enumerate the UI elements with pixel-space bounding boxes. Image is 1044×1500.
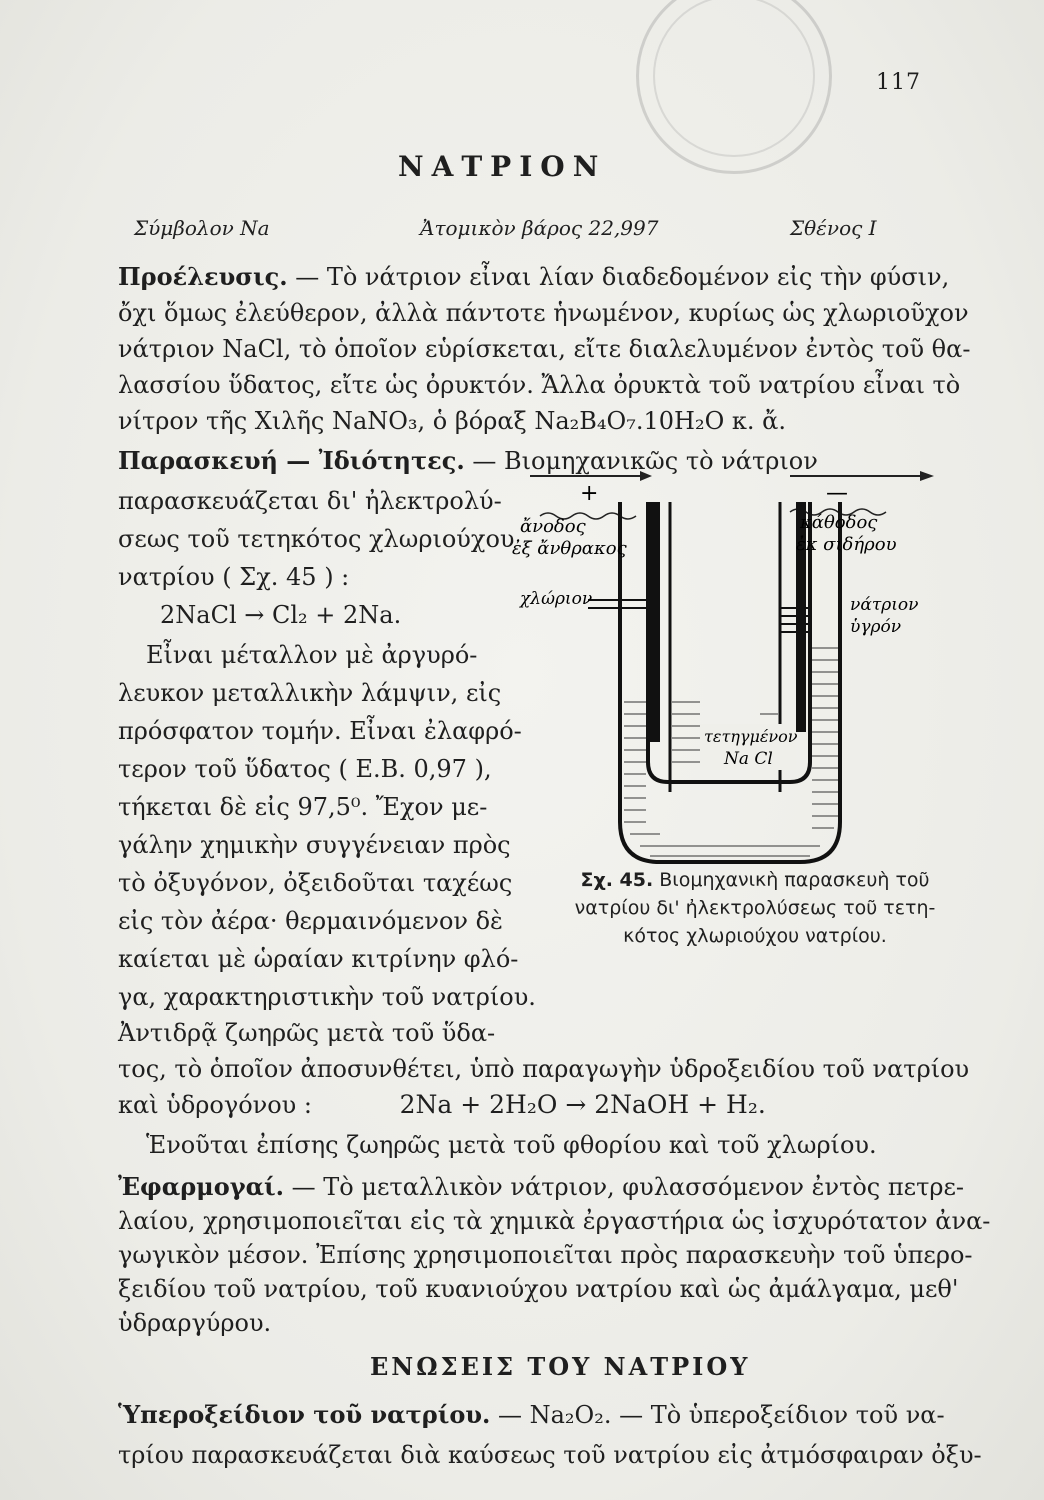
plus-sign: + xyxy=(580,481,599,506)
origin-line-4: λασσίου ὕδατος, εἴτε ὡς ὀρυκτόν. Ἄλλα ὀρυκτὰ τοῦ νατρίου εἶναι τὸ xyxy=(118,371,961,399)
electrolysis-diagram xyxy=(500,462,950,882)
applications-line: λαίου, χρησιμοποιεῖται εἰς τὰ χημικὰ ἐργαστήρια ὡς ἰσχυρότατον ἀνα- xyxy=(118,1207,991,1235)
prep-line: τὸ ὀξυγόνον, ὀξειδοῦται ταχέως xyxy=(118,869,513,897)
compounds-heading: ΕΝΩΣΕΙΣ ΤΟΥ ΝΑΤΡΙΟΥ xyxy=(370,1352,751,1381)
melt-label-1: τετηγμένον xyxy=(704,727,798,746)
prep-line: σεως τοῦ τετηκότος χλωριούχου xyxy=(118,525,515,553)
origin-heading: Προέλευσις. xyxy=(118,262,288,291)
prep-line: πρόσφατον τομήν. Εἶναι ἐλαφρό- xyxy=(118,717,522,745)
caption-line-2: νατρίου δι' ἠλεκτρολύσεως τοῦ τετη- xyxy=(574,897,936,919)
prep-line: Εἶναι μέταλλον μὲ ἀργυρό- xyxy=(146,641,478,669)
chlorine-label: χλώριον xyxy=(520,589,593,609)
peroxide-line-2: τρίου παρασκευάζεται διὰ καύσεως τοῦ νατρίου εἰς ἀτμόσφαιραν ὀξυ- xyxy=(118,1441,982,1469)
prep-hydrogen-text: καὶ ὑδρογόνου : xyxy=(118,1091,312,1119)
minus-sign: — xyxy=(826,481,848,506)
atomic-weight: Ἀτομικὸν βάρος 22,997 xyxy=(420,216,659,240)
peroxide-line-1 xyxy=(118,1400,948,1430)
peroxide-text-1: — Na₂O₂. — Τὸ ὑπεροξείδιον τοῦ να- xyxy=(497,1401,945,1429)
electrolysis-equation: 2NaCl → Cl₂ + 2Na. xyxy=(160,601,402,629)
figure-caption xyxy=(540,866,970,950)
applications-line: γωγικὸν μέσον. Ἐπίσης χρησιμοποιεῖται πρὸς παρασκευὴν τοῦ ὑπερο- xyxy=(118,1241,973,1269)
prep-line: γα, χαρακτηριστικὴν τοῦ νατρίου. xyxy=(118,983,536,1011)
anode-rod xyxy=(650,502,660,742)
origin-text-1: — Τὸ νάτριον εἶναι λίαν διαδεδομένον εἰς τὴν φύσιν, xyxy=(295,263,950,291)
caption-label: Σχ. 45. xyxy=(580,869,654,891)
caption-line-1 xyxy=(540,866,970,894)
prep-full-line xyxy=(118,1090,948,1120)
prep-line: γάλην χημικὴν συγγένειαν πρὸς xyxy=(118,831,511,859)
cathode-label-2: ἐκ σιδήρου xyxy=(796,534,897,555)
applications-line: ὑδραργύρου. xyxy=(118,1309,272,1337)
applications-line-1 xyxy=(118,1172,965,1202)
origin-line-2: ὄχι ὅμως ἐλεύθερον, ἀλλὰ πάντοτε ἡνωμένον, κυρίως ὡς χλωριοῦχον xyxy=(118,299,969,327)
valence: Σθένος I xyxy=(790,216,877,240)
origin-line-3: νάτριον NaCl, τὸ ὁποῖον εὑρίσκεται, εἴτε διαλελυμένον ἐντὸς τοῦ θα- xyxy=(118,335,971,363)
sodium-label-2: ὑγρόν xyxy=(850,617,902,637)
library-stamp xyxy=(636,0,832,174)
right-arrow-head xyxy=(920,471,934,481)
prep-line: εἰς τὸν ἀέρα· θερμαινόμενον δὲ xyxy=(118,907,503,935)
applications-text-1: — Τὸ μεταλλικὸν νάτριον, φυλασσόμενον ἐντὸς πετρε- xyxy=(291,1173,965,1201)
prep-line: νατρίου ( Σχ. 45 ) : xyxy=(118,563,350,591)
left-arrow-head xyxy=(640,471,652,481)
prep-line: Ἀντιδρᾷ ζωηρῶς μετὰ τοῦ ὕδα- xyxy=(118,1019,496,1047)
prep-line: καίεται μὲ ὡραίαν κιτρίνην φλό- xyxy=(118,945,519,973)
page-number: 117 xyxy=(876,70,921,95)
cathode-label-1: κάθοδος xyxy=(800,512,878,533)
element-symbol: Σύμβολον Na xyxy=(134,216,270,240)
anode-label-1: ἄνοδος xyxy=(520,516,586,537)
origin-line-5: νίτρον τῆς Χιλῆς NaNO₃, ὁ βόραξ Na₂B₄O₇.10H₂O κ. ἄ. xyxy=(118,407,786,435)
melt-label-2: Na Cl xyxy=(724,749,773,769)
prep-line: λευκον μεταλλικὴν λάμψιν, εἰς xyxy=(118,679,502,707)
anode-label-2: ἐξ ἄνθρακος xyxy=(512,538,627,559)
page-title: ΝΑΤΡΙΟΝ xyxy=(398,150,607,183)
applications-heading: Ἐφαρμογαί. xyxy=(118,1172,285,1201)
prep-full-line: Ἑνοῦται ἐπίσης ζωηρῶς μετὰ τοῦ φθορίου καὶ τοῦ χλωρίου. xyxy=(146,1131,877,1159)
applications-line: ξειδίου τοῦ νατρίου, τοῦ κυανιούχου νατρίου καὶ ὡς ἀμάλγαμα, μεθ' xyxy=(118,1275,959,1303)
prep-line: παρασκευάζεται δι' ἠλεκτρολύ- xyxy=(118,487,502,515)
prep-line: τήκεται δὲ εἰς 97,5⁰. Ἔχον με- xyxy=(118,793,488,821)
caption-text-1: Βιομηχανικὴ παρασκευὴ τοῦ xyxy=(659,869,930,891)
prep-full-line: τος, τὸ ὁποῖον ἀποσυνθέτει, ὑπὸ παραγωγὴν ὑδροξειδίου τοῦ νατρίου xyxy=(118,1055,970,1083)
caption-line-3: κότος χλωριούχου νατρίου. xyxy=(623,925,887,947)
prep-line: τερον τοῦ ὕδατος ( Ε.Β. 0,97 ), xyxy=(118,755,492,783)
water-reaction-equation: 2Na + 2H₂O → 2NaOH + H₂. xyxy=(399,1090,766,1119)
peroxide-heading: Ὑπεροξείδιον τοῦ νατρίου. xyxy=(118,1400,491,1429)
origin-line-1 xyxy=(118,262,948,292)
prep-heading-rest: — Βιομηχανικῶς τὸ νάτριον xyxy=(472,447,818,475)
prep-heading: Παρασκευή — Ἰδιότητες. xyxy=(118,446,465,475)
sodium-label-1: νάτριον xyxy=(850,595,919,615)
